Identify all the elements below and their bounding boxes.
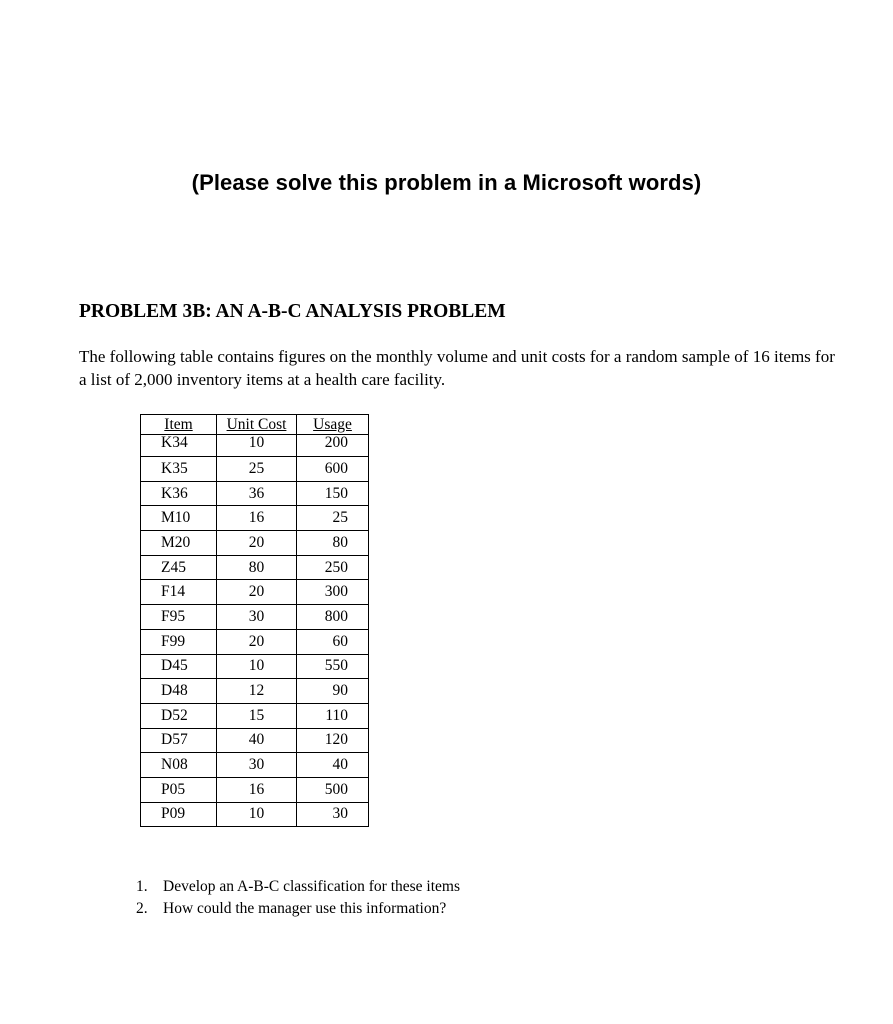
cell-usage: 25 <box>297 506 369 531</box>
cell-unit-cost: 80 <box>217 555 297 580</box>
header-item: Item <box>141 415 217 435</box>
table-row <box>141 506 369 531</box>
table-row <box>141 629 369 654</box>
cell-unit-cost: 20 <box>217 531 297 556</box>
inventory-table <box>140 414 369 827</box>
cell-usage: 40 <box>297 753 369 778</box>
problem-intro: The following table contains figures on the monthly volume and unit costs for a random sample of 16 items for a list of 2,000 inventory items at a health care facility. <box>79 347 835 389</box>
cell-item: Z45 <box>141 555 217 580</box>
cell-usage: 500 <box>297 777 369 802</box>
cell-usage: 800 <box>297 605 369 630</box>
cell-unit-cost: 10 <box>217 654 297 679</box>
cell-item: N08 <box>141 753 217 778</box>
table-row <box>141 753 369 778</box>
cell-usage: 550 <box>297 654 369 679</box>
table-row <box>141 679 369 704</box>
cell-item: D48 <box>141 679 217 704</box>
cell-usage: 200 <box>297 435 369 457</box>
cell-usage: 300 <box>297 580 369 605</box>
cell-usage: 110 <box>297 703 369 728</box>
cell-unit-cost: 25 <box>217 457 297 482</box>
table-row <box>141 654 369 679</box>
cell-unit-cost: 10 <box>217 435 297 457</box>
cell-unit-cost: 36 <box>217 481 297 506</box>
table-row <box>141 728 369 753</box>
cell-unit-cost: 20 <box>217 629 297 654</box>
problem-heading: PROBLEM 3B: AN A-B-C ANALYSIS PROBLEM <box>79 301 506 322</box>
cell-usage: 90 <box>297 679 369 704</box>
cell-unit-cost: 15 <box>217 703 297 728</box>
cell-item: K36 <box>141 481 217 506</box>
header-unit-cost: Unit Cost <box>217 415 297 435</box>
instruction-note: (Please solve this problem in a Microsoft words) <box>191 170 702 195</box>
cell-unit-cost: 30 <box>217 605 297 630</box>
table-body <box>141 435 369 827</box>
table-row <box>141 580 369 605</box>
question-text: Develop an A-B-C classification for these items <box>163 878 461 895</box>
cell-unit-cost: 16 <box>217 777 297 802</box>
table-row <box>141 435 369 457</box>
table-row <box>141 481 369 506</box>
question-item <box>136 898 460 920</box>
cell-item: K34 <box>141 435 217 457</box>
question-text: How could the manager use this information? <box>163 900 447 917</box>
cell-usage: 250 <box>297 555 369 580</box>
cell-item: D45 <box>141 654 217 679</box>
question-number: 1. <box>136 878 148 895</box>
table-row <box>141 531 369 556</box>
cell-item: K35 <box>141 457 217 482</box>
table-row <box>141 605 369 630</box>
table-row <box>141 777 369 802</box>
cell-unit-cost: 12 <box>217 679 297 704</box>
cell-usage: 120 <box>297 728 369 753</box>
cell-usage: 150 <box>297 481 369 506</box>
question-number: 2. <box>136 900 148 917</box>
cell-item: D52 <box>141 703 217 728</box>
cell-unit-cost: 16 <box>217 506 297 531</box>
table-header-row <box>141 415 369 435</box>
cell-item: M20 <box>141 531 217 556</box>
cell-item: M10 <box>141 506 217 531</box>
table-row <box>141 457 369 482</box>
question-item <box>136 876 460 898</box>
cell-usage: 30 <box>297 802 369 827</box>
cell-item: D57 <box>141 728 217 753</box>
table-row <box>141 555 369 580</box>
cell-unit-cost: 20 <box>217 580 297 605</box>
cell-item: P09 <box>141 802 217 827</box>
cell-item: F14 <box>141 580 217 605</box>
cell-item: F95 <box>141 605 217 630</box>
table-row <box>141 703 369 728</box>
cell-usage: 80 <box>297 531 369 556</box>
cell-item: F99 <box>141 629 217 654</box>
cell-usage: 60 <box>297 629 369 654</box>
question-list <box>136 876 460 920</box>
cell-unit-cost: 10 <box>217 802 297 827</box>
cell-unit-cost: 30 <box>217 753 297 778</box>
cell-unit-cost: 40 <box>217 728 297 753</box>
cell-item: P05 <box>141 777 217 802</box>
table-row <box>141 802 369 827</box>
cell-usage: 600 <box>297 457 369 482</box>
header-usage: Usage <box>297 415 369 435</box>
